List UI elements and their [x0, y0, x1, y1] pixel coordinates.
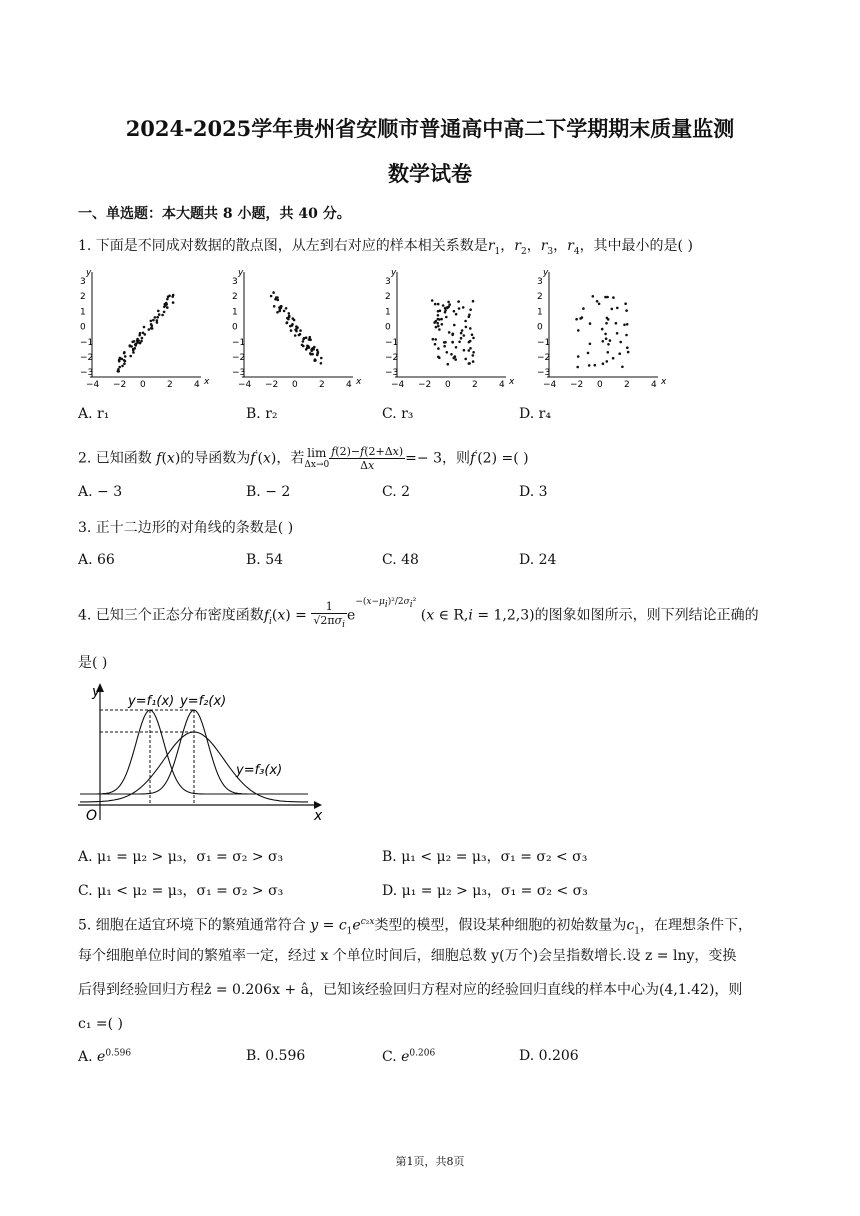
scatter-point — [577, 329, 580, 332]
scatter-point — [618, 352, 621, 355]
scatter-point — [288, 312, 291, 315]
scatter-point — [434, 343, 437, 346]
scatter-x-tick: 0 — [445, 380, 451, 390]
normal-distribution-figure — [76, 680, 326, 825]
scatter-point — [455, 313, 458, 316]
q5-line1-a: 5. 细胞在适宜环境下的繁殖通常符合 — [78, 917, 306, 934]
scatter-point — [612, 296, 615, 299]
scatter-point — [596, 300, 599, 303]
scatter-point — [455, 346, 458, 349]
exam-title-line2: 数学试卷 — [388, 161, 472, 186]
scatter-y-tick: 3 — [537, 277, 543, 287]
scatter-y-label: y — [86, 268, 92, 278]
scatter-point — [448, 303, 451, 306]
scatter-point — [166, 298, 169, 301]
scatter-plot-3 — [385, 268, 515, 390]
scatter-point — [134, 344, 137, 347]
q1-option-b[interactable]: B. r₂ — [246, 406, 278, 422]
scatter-point — [575, 318, 578, 321]
scatter-y-tick: 3 — [80, 277, 86, 287]
scatter-x-tick: 0 — [140, 380, 146, 390]
scatter-plot-1 — [80, 268, 210, 390]
scatter-y-tick: −3 — [80, 368, 94, 379]
q2-option-c[interactable]: C. 2 — [382, 484, 411, 500]
scatter-point — [156, 316, 159, 319]
scatter-y-tick: −1 — [537, 337, 551, 348]
scatter-point — [273, 305, 276, 308]
scatter-point — [172, 294, 175, 297]
scatter-point — [320, 362, 323, 365]
scatter-y-tick: 2 — [80, 292, 86, 303]
question-4-stem: 4. 已知三个正态分布密度函数$f_i(x)$ = $\frac{1}{√2\pi\sigma_i}$ $e^{-(x-\mu_i)^2/2\sigma_i^2}$ (x ∈ R,i = 1,2,3)的图象如图所示，则下列结论正确的 — [78, 597, 759, 630]
scatter-point — [444, 309, 447, 312]
scatter-point — [451, 341, 454, 344]
scatter-point — [627, 351, 630, 354]
scatter-x-tick: −4 — [238, 380, 252, 390]
scatter-point — [452, 333, 455, 336]
scatter-x-tick: −2 — [113, 380, 127, 390]
scatter-point — [433, 321, 436, 324]
scatter-point — [158, 313, 161, 316]
scatter-point — [472, 300, 475, 303]
scatter-point — [607, 343, 610, 346]
scatter-point — [472, 337, 475, 340]
scatter-point — [305, 348, 308, 351]
scatter-point — [468, 341, 471, 344]
scatter-point — [437, 356, 440, 359]
scatter-point — [157, 310, 160, 313]
scatter-y-tick: 2 — [385, 292, 391, 303]
scatter-point — [441, 323, 444, 326]
question-5-line1: 5. 细胞在适宜环境下的繁殖通常符合 $y = c_1e^{c_2x}$类型的模型，假设某种细胞的初始数量为$c_1$，在理想条件下， — [78, 917, 753, 937]
scatter-point — [445, 316, 448, 319]
scatter-point — [437, 310, 440, 313]
scatter-point — [609, 339, 612, 342]
scatter-point — [612, 357, 615, 360]
scatter-point — [469, 327, 472, 330]
scatter-point — [317, 351, 320, 354]
scatter-point — [605, 322, 608, 325]
scatter-point — [277, 299, 280, 302]
scatter-point — [118, 359, 121, 362]
q2-option-a[interactable]: A. − 3 — [78, 484, 123, 500]
scatter-point — [458, 341, 461, 344]
scatter-point — [131, 341, 134, 344]
scatter-point — [625, 309, 628, 312]
x-axis-label: x — [314, 808, 323, 824]
scatter-point — [458, 307, 461, 310]
scatter-point — [296, 327, 299, 330]
scatter-point — [472, 354, 475, 357]
scatter-point — [431, 299, 434, 302]
page-footer: 第1页，共8页 — [395, 1155, 465, 1168]
scatter-point — [468, 349, 471, 352]
exam-title-line1: 2024-2025学年贵州省安顺市普通高中高二下学期期末质量监测 — [125, 116, 735, 141]
scatter-point — [465, 326, 468, 329]
scatter-point — [606, 317, 609, 320]
scatter-point — [624, 302, 627, 305]
q4-option-c[interactable]: C. μ₁ < μ₂ = μ₃，σ₁ = σ₂ > σ₃ — [78, 883, 284, 899]
question-5-line2: 每个细胞单位时间的繁殖率一定，经过 x 个单位时间后，细胞总数 y(万个)会呈指数增长.设 z = lny，变换 — [78, 948, 737, 964]
scatter-point — [151, 327, 154, 330]
scatter-point — [272, 291, 275, 294]
scatter-x-tick: 2 — [319, 380, 325, 390]
scatter-point — [447, 363, 450, 366]
scatter-point — [594, 364, 597, 367]
q2-stem-e: ( ) — [513, 450, 529, 467]
scatter-point — [589, 343, 592, 346]
scatter-point — [313, 346, 316, 349]
scatter-y-tick: −1 — [80, 337, 94, 348]
scatter-x-tick: 0 — [597, 380, 603, 390]
scatter-point — [154, 316, 157, 319]
scatter-y-tick: −3 — [232, 368, 246, 379]
scatter-y-tick: 1 — [537, 307, 543, 318]
scatter-point — [130, 345, 133, 348]
q4-option-a[interactable]: A. μ₁ = μ₂ > μ₃，σ₁ = σ₂ > σ₃ — [78, 849, 284, 865]
scatter-point — [436, 322, 439, 325]
scatter-point — [453, 324, 456, 327]
scatter-y-tick: 3 — [385, 277, 391, 287]
scatter-point — [616, 307, 619, 310]
scatter-point — [164, 304, 167, 307]
scatter-point — [604, 333, 607, 336]
scatter-x-tick: 4 — [651, 380, 657, 390]
scatter-point — [168, 295, 171, 298]
scatter-point — [453, 310, 456, 313]
q1-option-d[interactable]: D. r₄ — [519, 406, 551, 422]
scatter-point — [437, 314, 440, 317]
scatter-point — [118, 366, 121, 369]
scatter-plot-4 — [537, 268, 667, 390]
scatter-point — [464, 358, 467, 361]
curve-label-f2: y=f₂(x) — [180, 694, 227, 709]
q5-line1-b: 类型的模型，假设某种细胞的初始数量为 — [374, 917, 627, 934]
scatter-point — [437, 347, 440, 350]
question-1-stem: 1. 下面是不同成对数据的散点图，从左到右对应的样本相关系数是$r_1$，$r_2$，$r_3$，$r_4$，其中最小的是( ) — [78, 238, 693, 257]
scatter-point — [307, 345, 310, 348]
scatter-point — [438, 328, 441, 331]
scatter-x-label: x — [356, 377, 362, 387]
scatter-point — [444, 307, 447, 310]
scatter-point — [461, 329, 464, 332]
scatter-point — [124, 355, 127, 358]
scatter-point — [129, 355, 132, 358]
q3-option-c[interactable]: C. 48 — [382, 552, 419, 568]
scatter-y-tick: −1 — [385, 337, 399, 348]
scatter-point — [302, 338, 305, 341]
scatter-point — [619, 341, 622, 344]
scatter-point — [172, 301, 175, 304]
scatter-point — [285, 322, 288, 325]
scatter-point — [308, 338, 311, 341]
scatter-point — [469, 308, 472, 311]
scatter-point — [148, 328, 151, 331]
scatter-point — [606, 296, 609, 299]
scatter-point — [295, 330, 298, 333]
scatter-point — [460, 337, 463, 340]
scatter-point — [435, 326, 438, 329]
scatter-y-label: y — [391, 268, 397, 278]
scatter-y-tick: −2 — [232, 353, 246, 363]
scatter-y-label: y — [238, 268, 244, 278]
scatter-x-tick: 4 — [499, 380, 505, 390]
scatter-plot-2 — [232, 268, 362, 390]
scatter-point — [437, 303, 440, 306]
scatter-y-tick: −2 — [80, 353, 94, 363]
scatter-x-tick: −4 — [543, 380, 557, 390]
density-coefficient: $\frac{1}{√2\pi\sigma_i}$ — [313, 599, 346, 630]
scatter-point — [287, 318, 290, 321]
q5-option-b[interactable]: B. 0.596 — [246, 1048, 306, 1064]
q5-option-c[interactable]: C. $e^{0.206}$ — [382, 1048, 436, 1065]
scatter-point — [626, 323, 629, 326]
scatter-point — [577, 355, 580, 358]
scatter-y-tick: −3 — [385, 368, 399, 379]
scatter-point — [446, 307, 449, 310]
scatter-point — [472, 360, 475, 363]
scatter-point — [279, 309, 282, 312]
scatter-point — [446, 351, 449, 354]
q3-option-d[interactable]: D. 24 — [519, 552, 557, 568]
scatter-point — [471, 333, 474, 336]
scatter-point — [274, 298, 277, 301]
scatter-point — [151, 324, 154, 327]
scatter-point — [163, 311, 166, 314]
scatter-y-tick: 3 — [232, 277, 238, 287]
scatter-y-tick: 1 — [80, 307, 86, 318]
scatter-x-tick: 4 — [194, 380, 200, 390]
q1-option-a[interactable]: A. r₁ — [78, 406, 110, 422]
question-2-stem: 2. 已知函数 f(x)的导函数为f′(x)，若 lim Δx→0 $\frac{f(2)-f(2+\Delta x)}{\Delta x}$ =− 3，则f′(2) =( ) — [78, 445, 529, 473]
q1-option-c[interactable]: C. r₃ — [382, 406, 414, 422]
scatter-point — [136, 341, 139, 344]
scatter-point — [457, 300, 460, 303]
scatter-point — [314, 359, 317, 362]
scatter-point — [598, 303, 601, 306]
scatter-point — [117, 370, 120, 373]
scatter-point — [298, 334, 301, 337]
scatter-x-tick: 2 — [167, 380, 173, 390]
scatter-y-tick: 0 — [385, 322, 391, 333]
scatter-point — [309, 352, 312, 355]
scatter-point — [156, 319, 159, 322]
difference-quotient: $\frac{f(2)-f(2+\Delta x)}{\Delta x}$ — [331, 445, 404, 473]
scatter-y-tick: 2 — [537, 292, 543, 303]
scatter-point — [468, 362, 471, 365]
scatter-y-tick: −2 — [385, 353, 399, 363]
scatter-point — [434, 338, 437, 341]
scatter-point — [121, 365, 124, 368]
question-5-line4: c₁ =( ) — [78, 1016, 124, 1032]
scatter-x-tick: −2 — [418, 380, 432, 390]
q1-stem-a: 1. 下面是不同成对数据的散点图，从左到右对应的样本相关系数是 — [78, 238, 488, 254]
scatter-point — [132, 349, 135, 352]
question-5-line3: 后得到经验回归方程ẑ = 0.206x + â，已知该经验回归方程对应的经验回归直线的样本中心为(4,1.42)，则 — [78, 982, 743, 998]
scatter-point — [301, 344, 304, 347]
scatter-x-tick: −4 — [391, 380, 405, 390]
scatter-point — [444, 341, 447, 344]
scatter-point — [289, 325, 292, 328]
curve-label-f3: y=f₃(x) — [236, 763, 283, 778]
q2-stem-c: ，若 — [276, 450, 305, 467]
scatter-point — [161, 314, 164, 317]
scatter-y-tick: 1 — [232, 307, 238, 318]
scatter-x-tick: −4 — [86, 380, 100, 390]
scatter-point — [469, 347, 472, 350]
scatter-point — [143, 326, 146, 329]
q4-stem-c: 是( ) — [78, 655, 108, 671]
scatter-point — [434, 303, 437, 306]
q2-option-d[interactable]: D. 3 — [519, 484, 548, 500]
scatter-x-tick: 2 — [624, 380, 630, 390]
scatter-point — [294, 334, 297, 337]
q4-option-b[interactable]: B. μ₁ < μ₂ = μ₃，σ₁ = σ₂ < σ₃ — [382, 849, 588, 865]
scatter-point — [292, 317, 295, 320]
q5-option-a[interactable]: A. $e^{0.596}$ — [78, 1048, 132, 1065]
q5-line1-c: ，在理想条件下， — [640, 917, 753, 934]
scatter-point — [587, 352, 590, 355]
scatter-point — [270, 295, 273, 298]
scatter-point — [623, 324, 626, 327]
scatter-y-label: y — [543, 268, 549, 278]
scatter-x-label: x — [661, 377, 667, 387]
scatter-point — [606, 360, 609, 363]
section-heading: 一、单选题：本大题共 8 小题，共 40 分。 — [78, 206, 351, 222]
scatter-point — [121, 358, 124, 361]
scatter-point — [447, 301, 450, 304]
scatter-y-tick: −1 — [232, 337, 246, 348]
scatter-y-tick: 2 — [232, 292, 238, 303]
scatter-point — [602, 340, 605, 343]
scatter-point — [440, 318, 443, 321]
scatter-point — [280, 305, 283, 308]
scatter-point — [463, 334, 466, 337]
q2-stem-b: 的导函数为 — [180, 450, 251, 467]
scatter-point — [123, 352, 126, 355]
scatter-point — [123, 363, 126, 366]
limit-expression: lim Δx→0 — [304, 445, 330, 470]
scatter-point — [288, 315, 291, 318]
scatter-y-tick: 1 — [385, 307, 391, 318]
scatter-point — [450, 353, 453, 356]
q4-option-d[interactable]: D. μ₁ = μ₂ > μ₃，σ₁ = σ₂ < σ₃ — [382, 883, 588, 899]
scatter-point — [283, 310, 286, 313]
scatter-x-label: x — [509, 377, 515, 387]
scatter-point — [468, 316, 471, 319]
scatter-x-tick: 4 — [346, 380, 352, 390]
scatter-point — [464, 320, 467, 323]
scatter-point — [150, 320, 153, 323]
scatter-point — [316, 349, 319, 352]
q2-stem-d: ，则 — [441, 450, 470, 467]
q2-option-b[interactable]: B. − 2 — [246, 484, 291, 500]
scatter-point — [285, 307, 288, 310]
q3-option-a[interactable]: A. 66 — [78, 552, 115, 568]
scatter-point — [460, 332, 463, 335]
scatter-point — [611, 308, 614, 311]
scatter-point — [141, 337, 144, 340]
q5-option-d[interactable]: D. 0.206 — [519, 1048, 579, 1064]
scatter-point — [320, 357, 323, 360]
scatter-point — [462, 306, 465, 309]
scatter-point — [626, 346, 629, 349]
q4-stem-a: 4. 已知三个正态分布密度函数 — [78, 607, 264, 624]
scatter-point — [437, 318, 440, 321]
scatter-point — [592, 295, 595, 298]
scatter-point — [453, 356, 456, 359]
q2-stem-a: 2. 已知函数 — [78, 450, 152, 467]
scatter-point — [579, 317, 582, 320]
scatter-point — [602, 362, 605, 365]
scatter-point — [123, 359, 126, 362]
scatter-point — [166, 306, 169, 309]
scatter-point — [152, 319, 155, 322]
q1-stem-b: ，其中最小的是( ) — [579, 238, 693, 254]
scatter-y-tick: 0 — [80, 322, 86, 333]
scatter-y-tick: 0 — [232, 322, 238, 333]
scatter-point — [442, 304, 445, 307]
scatter-y-tick: −3 — [537, 368, 551, 379]
scatter-point — [625, 334, 628, 337]
q3-option-b[interactable]: B. 54 — [246, 552, 284, 568]
scatter-x-tick: −2 — [570, 380, 584, 390]
scatter-point — [616, 332, 619, 335]
scatter-point — [299, 329, 302, 332]
scatter-point — [463, 349, 466, 352]
scatter-x-label: x — [204, 377, 210, 387]
scatter-y-tick: 0 — [537, 322, 543, 333]
question-3-stem: 3. 正十二边形的对角线的条数是( ) — [78, 520, 294, 536]
scatter-point — [309, 336, 312, 339]
scatter-point — [601, 328, 604, 331]
scatter-point — [302, 340, 305, 343]
scatter-y-tick: −2 — [537, 353, 551, 363]
scatter-point — [615, 322, 618, 325]
scatter-point — [132, 351, 135, 354]
scatter-point — [589, 322, 592, 325]
scatter-point — [605, 337, 608, 340]
scatter-plots-figure — [76, 266, 686, 391]
scatter-x-tick: 0 — [292, 380, 298, 390]
scatter-point — [142, 332, 145, 335]
scatter-point — [443, 345, 446, 348]
curve-label-f1: y=f₁(x) — [128, 694, 175, 709]
scatter-point — [437, 325, 440, 328]
scatter-point — [138, 334, 141, 337]
scatter-point — [472, 351, 475, 354]
scatter-point — [588, 364, 591, 367]
scatter-point — [607, 351, 610, 354]
scatter-point — [310, 348, 313, 351]
scatter-point — [140, 340, 143, 343]
scatter-x-tick: −2 — [265, 380, 279, 390]
scatter-x-tick: 2 — [472, 380, 478, 390]
scatter-point — [276, 311, 279, 314]
scatter-point — [276, 296, 279, 299]
y-axis-label: y — [92, 684, 101, 700]
scatter-point — [582, 307, 585, 310]
origin-label: O — [86, 808, 98, 824]
scatter-point — [432, 338, 435, 341]
scatter-point — [621, 366, 624, 369]
scatter-point — [448, 331, 451, 334]
q4-stem-b: 的图象如图所示，则下列结论正确的 — [534, 607, 759, 624]
scatter-point — [290, 329, 293, 332]
scatter-point — [576, 366, 579, 369]
